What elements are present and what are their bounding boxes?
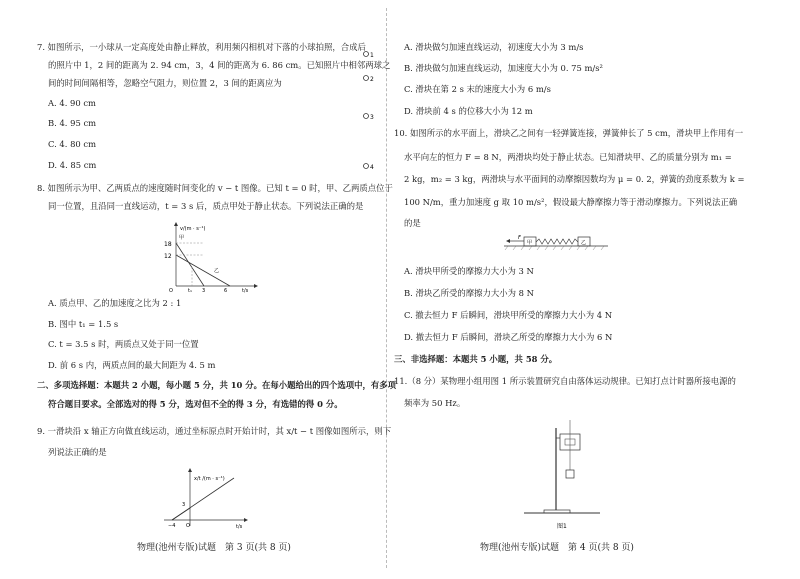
- graph8-line-jia: [176, 243, 204, 286]
- q8-option-b: B. 图中 t₁ = 1.5 s: [48, 319, 119, 329]
- q11-line-1: 11.（8 分）某物理小组用图 1 所示装置研究自由落体运动规律。已知打点计时器所接电源的: [394, 376, 736, 386]
- graph9-ylabel: x/t /(m · s⁻¹): [194, 476, 225, 482]
- graph8-ytick-18: 18: [164, 241, 172, 248]
- force-label: F: [518, 235, 521, 241]
- section2-heading-1: 二、多项选择题：本题共 2 小题，每小题 5 分，共 10 分。在每小题给出的四个选项中，有多项: [37, 380, 397, 390]
- q7-strobe-figure: [360, 44, 382, 176]
- q9-option-b: B. 滑块做匀加速直线运动，加速度大小为 0. 75 m/s²: [404, 63, 603, 73]
- column-divider: [386, 8, 387, 568]
- section3-heading: 三、非选择题：本题共 5 小题，共 58 分。: [394, 354, 558, 364]
- svg-text:4: 4: [370, 164, 374, 171]
- fig11-caption: 图1: [557, 523, 567, 530]
- svg-text:2: 2: [370, 76, 374, 83]
- q7-option-b: B. 4. 95 cm: [48, 118, 97, 128]
- q9-option-c: C. 滑块在第 2 s 末的速度大小为 6 m/s: [404, 84, 551, 94]
- graph9-ytick-3: 3: [182, 502, 186, 508]
- q9-line-2: 列说法正确的是: [48, 447, 107, 457]
- q10-line-5: 的是: [404, 218, 421, 228]
- q9-graph: [160, 468, 250, 530]
- strobe-ball-2: [364, 76, 375, 84]
- strobe-ball-3: [364, 114, 375, 122]
- q11-line-2: 频率为 50 Hz。: [404, 398, 466, 408]
- graph8-label-yi: 乙: [214, 268, 220, 274]
- strobe-ball-1: [364, 52, 375, 60]
- graph9-xlabel: t/s: [236, 524, 243, 530]
- q10-option-b: B. 滑块乙所受的摩擦力大小为 8 N: [404, 288, 534, 298]
- graph8-xtick-t1: t₁: [188, 288, 192, 294]
- graph9-xtick-minus4: −4: [168, 523, 176, 529]
- q7-option-d: D. 4. 85 cm: [48, 160, 97, 170]
- graph8-line-yi: [176, 255, 230, 286]
- graph9-origin: O: [186, 523, 190, 529]
- left-page: [0, 0, 397, 579]
- q9-line-1: 9. 一滑块沿 x 轴正方向做直线运动，通过坐标原点时开始计时，其 x/t − t 图像如图所示，则下: [37, 426, 392, 436]
- q7-line-1: 7. 如图所示，一小球从一定高度处由静止释放，利用频闪相机对下落的小球拍照，合成后: [37, 42, 366, 52]
- q8-line-1: 8. 如图所示为甲、乙两质点的速度随时间变化的 v − t 图像。已知 t = 0 时，甲、乙两质点位于: [37, 183, 393, 193]
- q10-line-1: 10. 如图所示的水平面上，滑块乙之间有一轻弹簧连接，弹簧伸长了 5 cm，滑块甲上作用有一: [394, 128, 744, 138]
- q7-option-a: A. 4. 90 cm: [48, 98, 96, 108]
- svg-text:甲: 甲: [527, 240, 533, 246]
- svg-text:乙: 乙: [581, 240, 587, 246]
- q9-option-d: D. 滑块前 4 s 的位移大小为 12 m: [404, 106, 533, 116]
- q7-option-c: C. 4. 80 cm: [48, 139, 97, 149]
- q10-line-2: 水平向左的恒力 F = 8 N，两滑块均处于静止状态。已知滑块甲、乙的质量分别为 m₁ =: [404, 152, 732, 162]
- left-page-footer: 物理(池州专版)试题 第 3 页(共 8 页): [137, 543, 291, 553]
- graph8-xtick-3: 3: [202, 288, 206, 294]
- q8-option-a: A. 质点甲、乙的加速度之比为 2 : 1: [48, 298, 182, 308]
- q9-option-a: A. 滑块做匀加速直线运动，初速度大小为 3 m/s: [404, 42, 584, 52]
- q10-line-4: 100 N/m，重力加速度 g 取 10 m/s²，假设最大静摩擦力等于滑动摩擦力。下列说法正确: [404, 197, 738, 207]
- q7-line-2: 的照片中 1，2 间的距离为 2. 94 cm，3，4 间的距离为 6. 86 cm。已知照片中相邻两球之: [48, 60, 391, 70]
- section2-heading-2: 符合题目要求。全部选对的得 5 分，选对但不全的得 3 分，有选错的得 0 分。: [48, 399, 343, 409]
- right-page-footer: 物理(池州专版)试题 第 4 页(共 8 页): [480, 543, 634, 553]
- q10-spring-figure: [500, 234, 612, 256]
- q8-option-c: C. t = 3.5 s 时，两质点又处于同一位置: [48, 339, 199, 349]
- q10-option-d: D. 撤去恒力 F 后瞬间，滑块乙所受的摩擦力大小为 6 N: [404, 332, 613, 342]
- weight: [566, 470, 574, 478]
- graph8-xtick-6: 6: [224, 288, 228, 294]
- q8-option-d: D. 前 6 s 内，两质点间的最大间距为 4. 5 m: [48, 360, 216, 370]
- svg-text:1: 1: [370, 52, 374, 59]
- graph8-origin: O: [169, 288, 173, 294]
- strobe-ball-4: [364, 164, 375, 172]
- graph8-ytick-12: 12: [164, 253, 172, 260]
- graph8-label-jia: 甲: [179, 235, 185, 241]
- q11-apparatus-figure: [522, 416, 602, 530]
- q10-line-3: 2 kg，m₂ = 3 kg，两滑块与水平面间的动摩擦因数均为 μ = 0. 2，弹簧的劲度系数为 k =: [404, 174, 745, 184]
- graph8-ylabel: v/(m · s⁻¹): [180, 226, 206, 232]
- svg-text:3: 3: [370, 114, 374, 121]
- q8-line-2: 同一位置，且沿同一直线运动，t = 3 s 后，质点甲处于静止状态。下列说法正确的是: [48, 201, 364, 211]
- right-page: [392, 0, 800, 579]
- q10-option-a: A. 滑块甲所受的摩擦力大小为 3 N: [404, 266, 534, 276]
- q10-option-c: C. 撤去恒力 F 后瞬间，滑块甲所受的摩擦力大小为 4 N: [404, 310, 613, 320]
- q8-vt-graph: [150, 222, 260, 294]
- spring: [536, 239, 578, 244]
- graph8-xlabel: t/s: [242, 288, 249, 294]
- q7-line-3: 间的时间间隔相等，忽略空气阻力，则位置 2，3 间的距离应为: [48, 78, 282, 88]
